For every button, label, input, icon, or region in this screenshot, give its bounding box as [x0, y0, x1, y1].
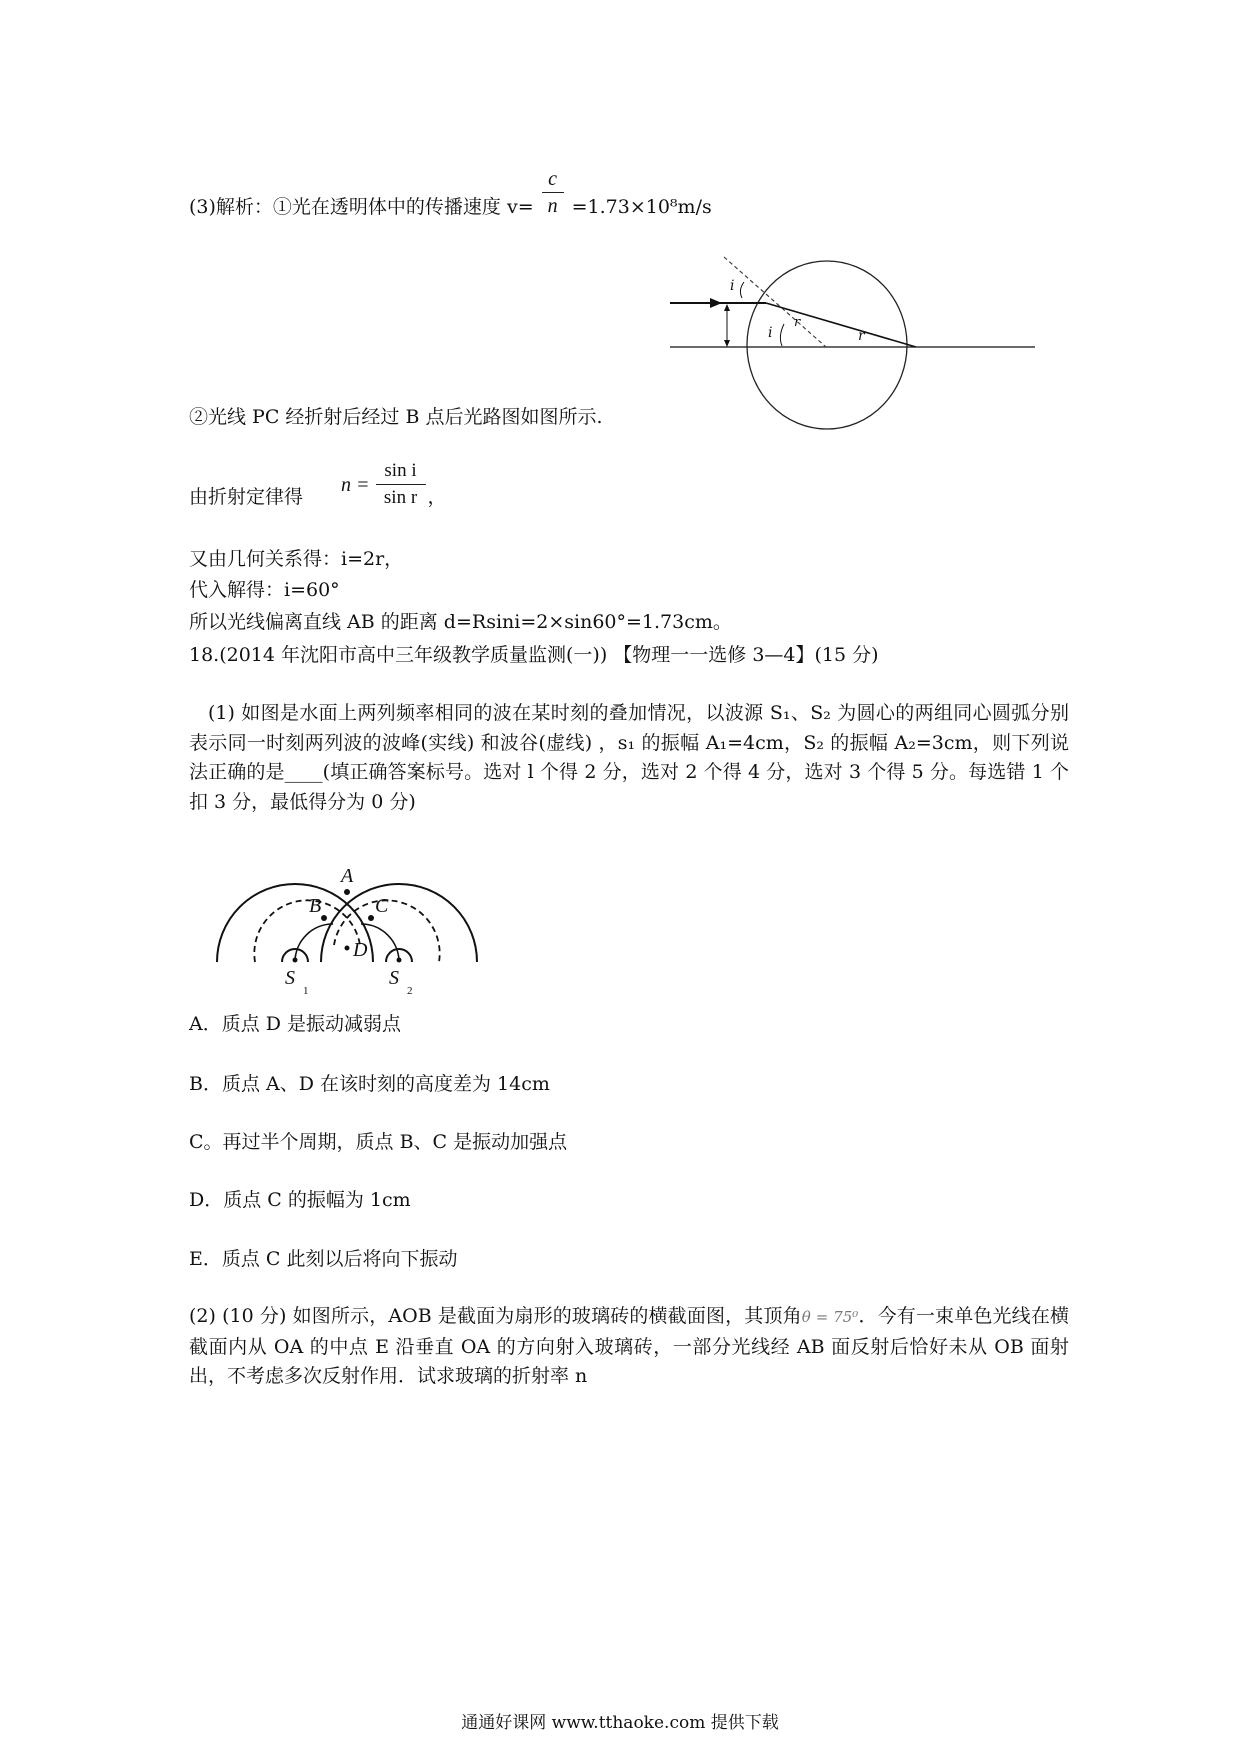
refraction-formula-lhs: n =	[341, 474, 370, 496]
footer-source: 通通好课网 www.tthaoke.com 提供下载	[461, 1713, 779, 1733]
point-c	[368, 915, 374, 921]
fraction-numerator: c	[548, 168, 558, 190]
option-d: D．质点 C 的振幅为 1cm	[189, 1189, 411, 1211]
solution-line-speed	[189, 168, 712, 219]
option-e: E．质点 C 此刻以后将向下振动	[189, 1248, 458, 1270]
option-c: C。再过半个周期，质点 B、C 是振动加强点	[189, 1131, 568, 1153]
label-c: C	[375, 895, 389, 917]
question-18-header: 18.(2014 年沈阳市高中三年级教学质量监测(一)) 【物理一一选修 3—4】(15 分)	[189, 644, 879, 666]
label-a: A	[341, 865, 354, 887]
point-b	[321, 915, 327, 921]
fraction-bar	[376, 484, 426, 485]
s1-trough	[254, 900, 360, 962]
s2-crest-outer	[321, 884, 477, 962]
speed-suffix: =1.73×10⁸m/s	[571, 196, 712, 218]
option-a: A．质点 D 是振动减弱点	[189, 1013, 402, 1035]
solution-line-result: 代入解得：i=60°	[189, 579, 340, 601]
source-s1	[293, 958, 298, 963]
fraction-denominator: sin r	[383, 487, 418, 508]
theta-formula: θ = 75⁰	[801, 1308, 859, 1326]
solution-line-geometry: 又由几何关系得：i=2r，	[189, 548, 404, 570]
question-18-part2	[189, 1302, 1069, 1392]
refraction-law-label: 由折射定律得	[189, 486, 304, 508]
fraction-bar	[542, 192, 564, 193]
label-r-center: r	[858, 328, 865, 344]
arrow-icon	[710, 298, 722, 308]
circle	[747, 261, 907, 429]
label-r-inner: r	[794, 315, 801, 330]
refraction-circle-diagram	[670, 252, 1040, 432]
refraction-law-line	[189, 460, 447, 509]
speed-prefix: (3)解析：①光在透明体中的传播速度 v=	[189, 196, 534, 218]
solution-line-distance: 所以光线偏离直线 AB 的距离 d=Rsini=2×sin60°=1.73cm。	[189, 611, 732, 633]
question-18-part1: (1) 如图是水面上两列频率相同的波在某时刻的叠加情况，以波源 S₁、S₂ 为圆心的两组同心圆弧分别表示同一时刻两列波的波峰(实线) 和波谷(虚线) ，s₁ 的振幅 A₁=4cm，S₂ 的振幅 A₂=3cm，则下列说法正确的是____(填正确答案标号。选对 l 个得 2 分，选对 2 个得 4 分，选对 3 个得 5 分。每选错 1 个扣 3 分，最低得分为 0 分)	[189, 702, 1069, 813]
label-s2-subscript: 2	[407, 985, 413, 997]
part2-text-start: (2) (10 分) 如图所示，AOB 是截面为扇形的玻璃砖的横截面图，其顶角	[189, 1305, 802, 1327]
part2-text-end: ．今有一束单色光线在横截面内从 OA 的中点 E 沿垂直 OA 的方向射入玻璃砖，一部分光线经 AB 面反射后恰好未从 OB 面射出，不考虑多次反射作用．试求玻璃的折射率 n	[189, 1305, 1069, 1387]
wave-interference-diagram	[205, 850, 495, 1000]
point-a	[344, 889, 350, 895]
refracted-ray	[766, 303, 916, 347]
label-s1-subscript: 1	[303, 985, 309, 997]
label-s1: S	[285, 967, 295, 989]
solution-line-path: ②光线 PC 经折射后经过 B 点后光路图如图所示.	[189, 406, 603, 428]
formula-comma: ，	[427, 486, 447, 508]
label-s2: S	[389, 967, 399, 989]
source-s2	[397, 958, 402, 963]
label-i-outer: i	[730, 278, 735, 294]
c-over-n-fraction	[542, 168, 564, 217]
option-b: B．质点 A、D 在该时刻的高度差为 14cm	[189, 1073, 550, 1095]
fraction-denominator: n	[547, 195, 558, 217]
label-i-inner: i	[768, 325, 773, 341]
label-b: B	[309, 895, 322, 917]
fraction-numerator: sin i	[384, 460, 417, 481]
point-d	[345, 946, 350, 951]
s1-crest-outer	[217, 884, 373, 962]
label-d: D	[353, 939, 368, 961]
sin-ratio-fraction	[376, 460, 426, 509]
